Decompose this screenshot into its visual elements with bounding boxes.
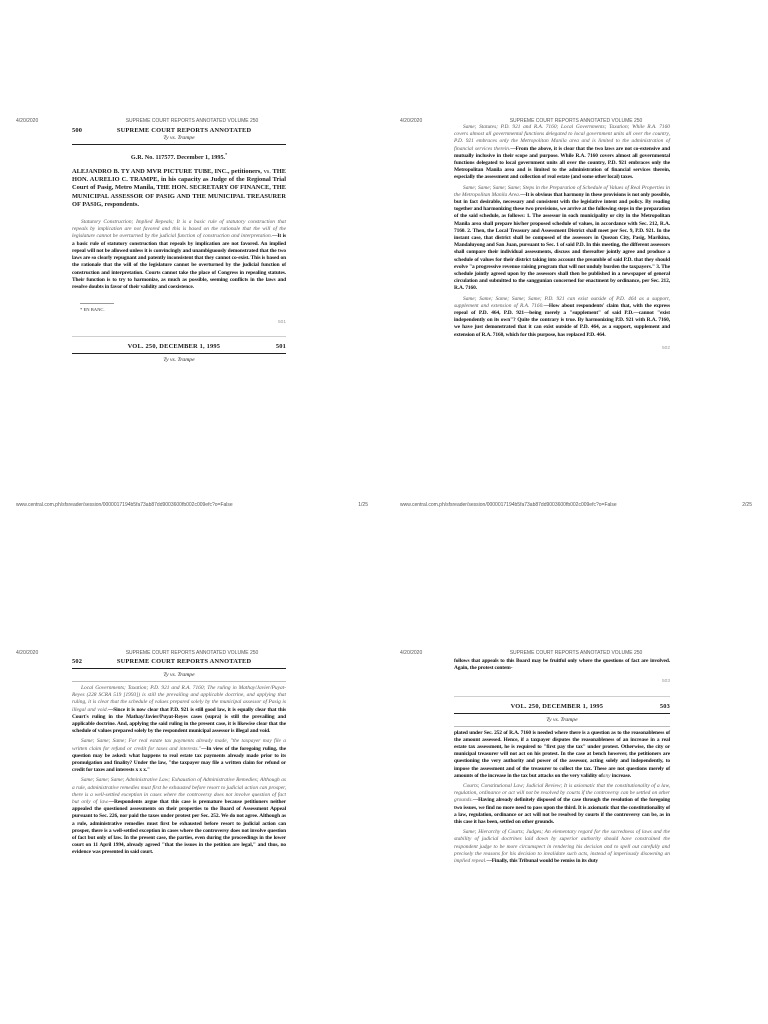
- page-content: [72, 658, 286, 860]
- print-header-title: SUPREME COURT REPORTS ANNOTATED VOLUME 250: [125, 650, 259, 656]
- running-head-title: SUPREME COURT REPORTS ANNOTATED: [116, 658, 252, 665]
- running-head-page: 502: [72, 658, 83, 665]
- print-page-1: [0, 0, 384, 512]
- syllabus-paragraph: Same; Hierarchy of Courts; Judges; An elementary regard for the sacredness of laws and the stability of judicial doctrines laid down by superior authority should have constrained the respondent judge to be more circumspect in rendering his decision and to spell out carefully and precisely the reasons for his decision to invalidate such acts, instead of imperiously disowning an implied repeal.—Finally, this Tribunal would be remiss in its duty: [454, 829, 670, 865]
- running-head-volume: VOL. 250, DECEMBER 1, 1995: [510, 702, 604, 710]
- page-content: [72, 127, 286, 366]
- print-page-4: [384, 512, 768, 1024]
- print-header-title: SUPREME COURT REPORTS ANNOTATED VOLUME 250: [509, 118, 643, 124]
- running-head-page: 501: [275, 343, 286, 351]
- print-date: 4/20/2020: [400, 650, 423, 656]
- page-content: [454, 124, 670, 362]
- running-head: [72, 343, 286, 351]
- page-content: [454, 658, 670, 868]
- syllabus-paragraph: Same; Same; Same; For real estate tax payments already made, "the taxpayer may file a written claim for refund or credit for taxes and interests."—In view of the foregoing ruling, the question may be asked: what happens to real estate tax payments already made prior to its promulgation and finality? Under the law, "the taxpayer may file a written claim for refund or credit for taxes and interests x x x.": [72, 738, 286, 774]
- syllabus-paragraph: plated under Sec. 252 of R.A. 7160 is needed where there is a question as to the reasonableness of the amount assessed. Hence, if a taxpayer disputes the reasonableness of an increase in a real estate tax assessment, he is required to "first pay the tax" under protest. Otherwise, the city or municipal treasurer will not act on his protest. In the case at bench however, the petitioners are questioning the very authority and power of the assessor, acting solely and independently, to impose the assessment and of the treasurer to collect the tax. These are not questions merely of amounts of the increase in the tax but attacks on the very validity ofany increase.: [454, 729, 670, 779]
- divider: [454, 726, 670, 727]
- running-head-case: Ty vs. Trampe: [546, 716, 578, 723]
- syllabus-paragraph: Same; Same; Same; Administrative Law; Exhaustion of Administrative Remedies; Although as a rule, administrative remedies must first be exhausted before resort to judicial action can prosper, there is a well-settled exception in cases where the controversy does not involve question of fact but only of law.—Respondents argue that this case is premature because petitioners neither appealed the questioned assessments on their properties to the Board of Assessment Appeal pursuant to Sec. 226, nor paid the taxes under protest per Sec. 252. We do not agree. Although as a rule, administrative remedies must first be exhausted before resort to judicial action can prosper, there is a well-settled exception in cases where the controversy does not involve question of fact but only of law. In the present case, the parties, even during the proceedings in the lower court on 11 April 1994, already agreed "that the issues in the petition are legal," and thus, no evidence was presented in said court.: [72, 777, 287, 856]
- running-head: [72, 127, 286, 135]
- divider: [72, 681, 286, 682]
- footnote-rule: [80, 303, 114, 304]
- print-header-title: SUPREME COURT REPORTS ANNOTATED VOLUME 250: [125, 118, 259, 124]
- case-number: G.R. No. 117577. December 1, 1995.*: [130, 152, 228, 162]
- print-page-count: 2/25: [742, 502, 752, 508]
- running-head-case: Ty vs. Trampe: [163, 135, 195, 141]
- divider: [454, 713, 670, 714]
- page-number: 501: [277, 320, 286, 326]
- running-head-page: 503: [659, 702, 670, 710]
- page-break: [72, 336, 286, 337]
- syllabus-paragraph: Courts; Constitutional Law; Judicial Review; It is axiomatic that the constitutionality of a law, regulation, ordinance or act will not be resolved by courts if the controversy can be settled on other grounds.—Having already definitely disposed of the case through the resolution of the foregoing two issues, we find no more need to pass upon the third. It is axiomatic that the constitutionality of a law, regulation, ordinance or act will not be resolved by courts if the controversy can be, as in this case it has been, settled on other grounds.: [454, 783, 670, 826]
- divider: [72, 144, 286, 145]
- divider: [72, 353, 286, 354]
- case-parties: ALEJANDRO B. TY AND MVR PICTURE TUBE, INC., petitioners, vs. THE HON. AURELIO C. TRAMPE, in his capacity as Judge of the Regional Trial Court of Pasig, Metro Manila, THE HON. SECRETARY OF FINANCE, THE MUNICIPAL ASSESSOR OF PASIG AND THE MUNICIPAL TREASURER OF PASIG, respondents.: [72, 168, 286, 208]
- running-head: [454, 703, 670, 711]
- page-number: 502: [661, 345, 670, 351]
- page-break: [454, 696, 670, 697]
- print-page-3: [0, 512, 384, 1024]
- syllabus-paragraph: Same; Same; Same; Same; Same; P.D. 921 can exist outside of P.D. 464 as a support, supplement and extension of R.A. 7160.—How about respondents' claim that, with the express repeal of P.D. 464, P.D. 921—being merely a "supplement" of said P.D.—cannot "exist independently on its own"? Quite the contrary is true. By harmonizing P.D. 921 with R.A. 7160, we have just demonstrated that it can exist outside of P.D. 464, as a support, supplement and extension of R.A. 7160, which for this purpose, has replaced P.D. 464.: [454, 295, 671, 338]
- running-head-case: Ty vs. Trampe: [163, 672, 195, 678]
- syllabus-paragraph: Same; Statutes; P.D. 921 and R.A. 7160; Local Governments; Taxation; While R.A. 7160 covers almost all governmental functions delegated to local government units all over the country, P.D. 921 embraces only the Metropolitan Manila area and is limited to the administration of financial services therein.—From the above, it is clear that the two laws are not co-extensive and mutually inclusive in their scope and purpose. While R.A. 7160 covers almost all governmental functions delegated to local government units all over the country, P.D. 921 embraces only the Metropolitan Manila area and is limited to the administration of financial services therein, especially the assessment and collection of real estate (and some other local) taxes.: [454, 124, 670, 181]
- syllabus-paragraph: Local Governments; Taxation; P.D. 921 and R.A. 7160; The ruling in Mathay/Javier/Puyat-Reyes (228 SCRA 519 [1993]) is still the prevailing and applicable doctrine, and applying that ruling, it is clear that the schedule of values prepared solely by the municipal assessor of Pasig is illegal and void.—Since it is now clear that P.D. 921 is still good law, it is equally clear that this Court's ruling in the Mathay/Javier/Puyat-Reyes cases (supra) is still the prevailing and applicable doctrine. And, applying the said ruling in the present case, it is likewise clear that the schedule of values prepared solely by the respondent municipal assessor is illegal and void.: [72, 685, 286, 735]
- print-url: www.central.com.ph/sfsreader/session/0000017194b5fa73ab87dd9003600fb002c009efc?o=False: [16, 502, 233, 508]
- print-url: www.central.com.ph/sfsreader/session/0000017194b5fa73ab87dd9003600fb002c009efc?o=False: [400, 502, 617, 508]
- print-page-2: [384, 0, 768, 512]
- running-head-title: SUPREME COURT REPORTS ANNOTATED: [116, 127, 252, 134]
- running-head: [72, 658, 286, 666]
- print-date: 4/20/2020: [16, 650, 39, 656]
- footnote: * EN BANC.: [80, 307, 105, 313]
- running-head-volume: VOL. 250, DECEMBER 1, 1995: [127, 343, 221, 351]
- running-head-case: Ty vs. Trampe: [163, 357, 195, 364]
- page-number: 503: [661, 679, 670, 685]
- print-header-title: SUPREME COURT REPORTS ANNOTATED VOLUME 250: [509, 650, 643, 656]
- running-head-page: 500: [72, 127, 83, 134]
- print-date: 4/20/2020: [16, 118, 39, 124]
- print-date: 4/20/2020: [400, 118, 423, 124]
- syllabus-paragraph: Statutory Construction; Implied Repeals; It is a basic rule of statutory construction that repeals by implication are not favored and this is based on the rationale that the will of the legislature cannot be overturned by the judicial function of construction and interpretation.—It is a basic rule of statutory construction that repeals by implication are not favored. An implied repeal will not be allowed unless it is convincingly and unambiguously demonstrated that the two laws are so clearly repugnant and patently inconsistent that they cannot co-exist. This is based on the rationale that the will of the legislature cannot be overturned by the judicial function of construction and interpretation. Courts cannot take the place of Congress in repealing statutes. Their function is to try to harmonize, as much as possible, seeming conflicts in the laws and resolve doubts in favor of their validity and coexistence.: [72, 219, 286, 290]
- divider: [72, 668, 286, 669]
- syllabus-paragraph: follows that appeals to this Board may be fruitful only where the questions of fact are involved. Again, the protest contem-: [454, 658, 670, 672]
- syllabus-paragraph: Same; Same; Same; Same; Steps in the Preparation of Schedule of Values of Real Properties in the Metropolitan Manila Area.—It is obvious that harmony in these provisions is not only possible, but in fact desirable, necessary and consistent with the legislative intent and policy. By reading together and harmonizing these two provisions, we arrive at the following steps in the preparation of the said schedule, as follows: 1. The assessor in each municipality or city in the Metropolitan Manila area shall prepare his/her proposed schedule of values, in accordance with Sec. 212, R.A. 7160. 2. Then, the Local Treasury and Assessment District shall meet per Sec. 9, P.D. 921. In the instant case, that district shall be composed of the assessors in Quezon City, Pasig, Marikina, Mandaluyong and San Juan, pursuant to Sec. 1 of said P.D. In this meeting, the different assessors shall compare their individual assessments, discuss and thereafter jointly agree and produce a schedule of values for their district taking into account the preamble of said P.D. that they should evolve "a progressive revenue raising program that will not unduly burden the taxpayers." 3. The schedule jointly agreed upon by the assessors shall then be published in a newspaper of general circulation and submitted to the sanggunian concerned for enactment by ordinance, per Sec. 212, R.A. 7160.: [454, 184, 670, 292]
- print-page-count: 1/25: [358, 502, 368, 508]
